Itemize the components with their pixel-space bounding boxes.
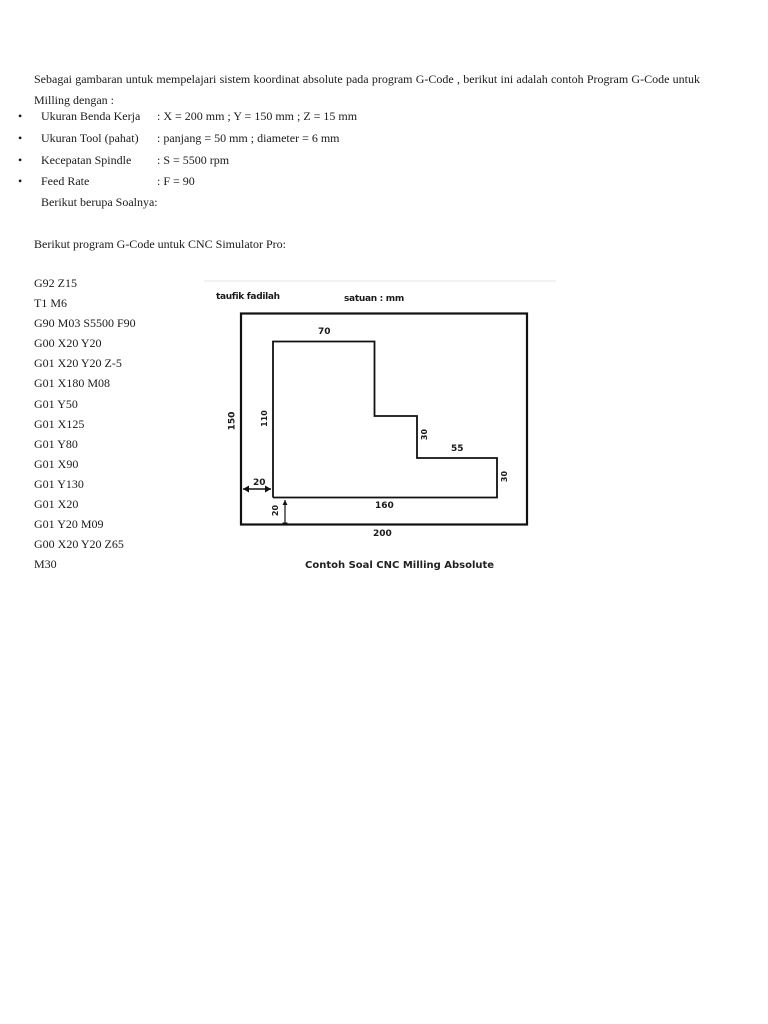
dim-top-width: 70 <box>318 327 331 337</box>
gcode-line: G00 X20 Y20 <box>34 336 102 350</box>
bullet-icon: • <box>18 153 23 167</box>
spec-value: : X = 200 mm ; Y = 150 mm ; Z = 15 mm <box>157 109 358 123</box>
gcode-line: T1 M6 <box>34 296 67 310</box>
gcode-line: G01 Y20 M09 <box>34 517 104 531</box>
dim-step-1: 30 <box>420 428 430 441</box>
spec-label: Ukuran Benda Kerja <box>41 109 141 123</box>
gcode-line: G01 X90 <box>34 457 79 471</box>
dim-outer-width: 200 <box>373 529 392 539</box>
dim-step-2: 30 <box>500 470 510 483</box>
dim-offset-y: 20 <box>271 504 281 517</box>
soal-intro: Berikut berupa Soalnya: <box>41 195 158 209</box>
gcode-line: G01 Y130 <box>34 477 84 491</box>
figure-unit: satuan : mm <box>344 294 404 304</box>
bullet-icon: • <box>18 174 23 188</box>
gcode-line: G90 M03 S5500 F90 <box>34 316 136 330</box>
spec-label: Kecepatan Spindle <box>41 153 132 167</box>
figure-caption: Contoh Soal CNC Milling Absolute <box>305 560 495 571</box>
gcode-line: G00 X20 Y20 Z65 <box>34 537 124 551</box>
workpiece-outline <box>241 314 527 525</box>
spec-value: : F = 90 <box>157 174 195 188</box>
gcode-line: G92 Z15 <box>34 276 77 290</box>
bullet-icon: • <box>18 109 23 123</box>
spec-value: : S = 5500 rpm <box>157 153 230 167</box>
spec-value: : panjang = 50 mm ; diameter = 6 mm <box>157 131 340 145</box>
gcode-line: G01 X20 <box>34 497 79 511</box>
spec-label: Feed Rate <box>41 174 90 188</box>
dim-step-width: 55 <box>451 444 464 454</box>
gcode-line: G01 X125 <box>34 417 85 431</box>
offset-y-arrow-icon <box>283 500 288 523</box>
gcode-line: G01 Y80 <box>34 437 78 451</box>
bullet-icon: • <box>18 131 23 145</box>
program-intro: Berikut program G-Code untuk CNC Simulator Pro: <box>34 237 286 251</box>
gcode-line: G01 X20 Y20 Z-5 <box>34 356 122 370</box>
spec-label: Ukuran Tool (pahat) <box>41 131 139 145</box>
figure-author: taufik fadilah <box>216 292 280 302</box>
gcode-line: G01 Y50 <box>34 397 78 411</box>
intro-line-2: Milling dengan : <box>34 93 114 107</box>
dim-offset-x: 20 <box>253 478 266 488</box>
dim-outer-height: 150 <box>227 411 238 431</box>
gcode-line: G01 X180 M08 <box>34 376 111 390</box>
dim-inner-width: 160 <box>375 501 394 511</box>
dim-inner-height: 110 <box>259 410 269 427</box>
intro-line-1: Sebagai gambaran untuk mempelajari sistem koordinat absolute pada program G-Code , berikut ini adalah contoh Program G-Code untuk <box>34 72 700 86</box>
toolpath-profile <box>273 342 497 498</box>
gcode-line: M30 <box>34 557 57 571</box>
